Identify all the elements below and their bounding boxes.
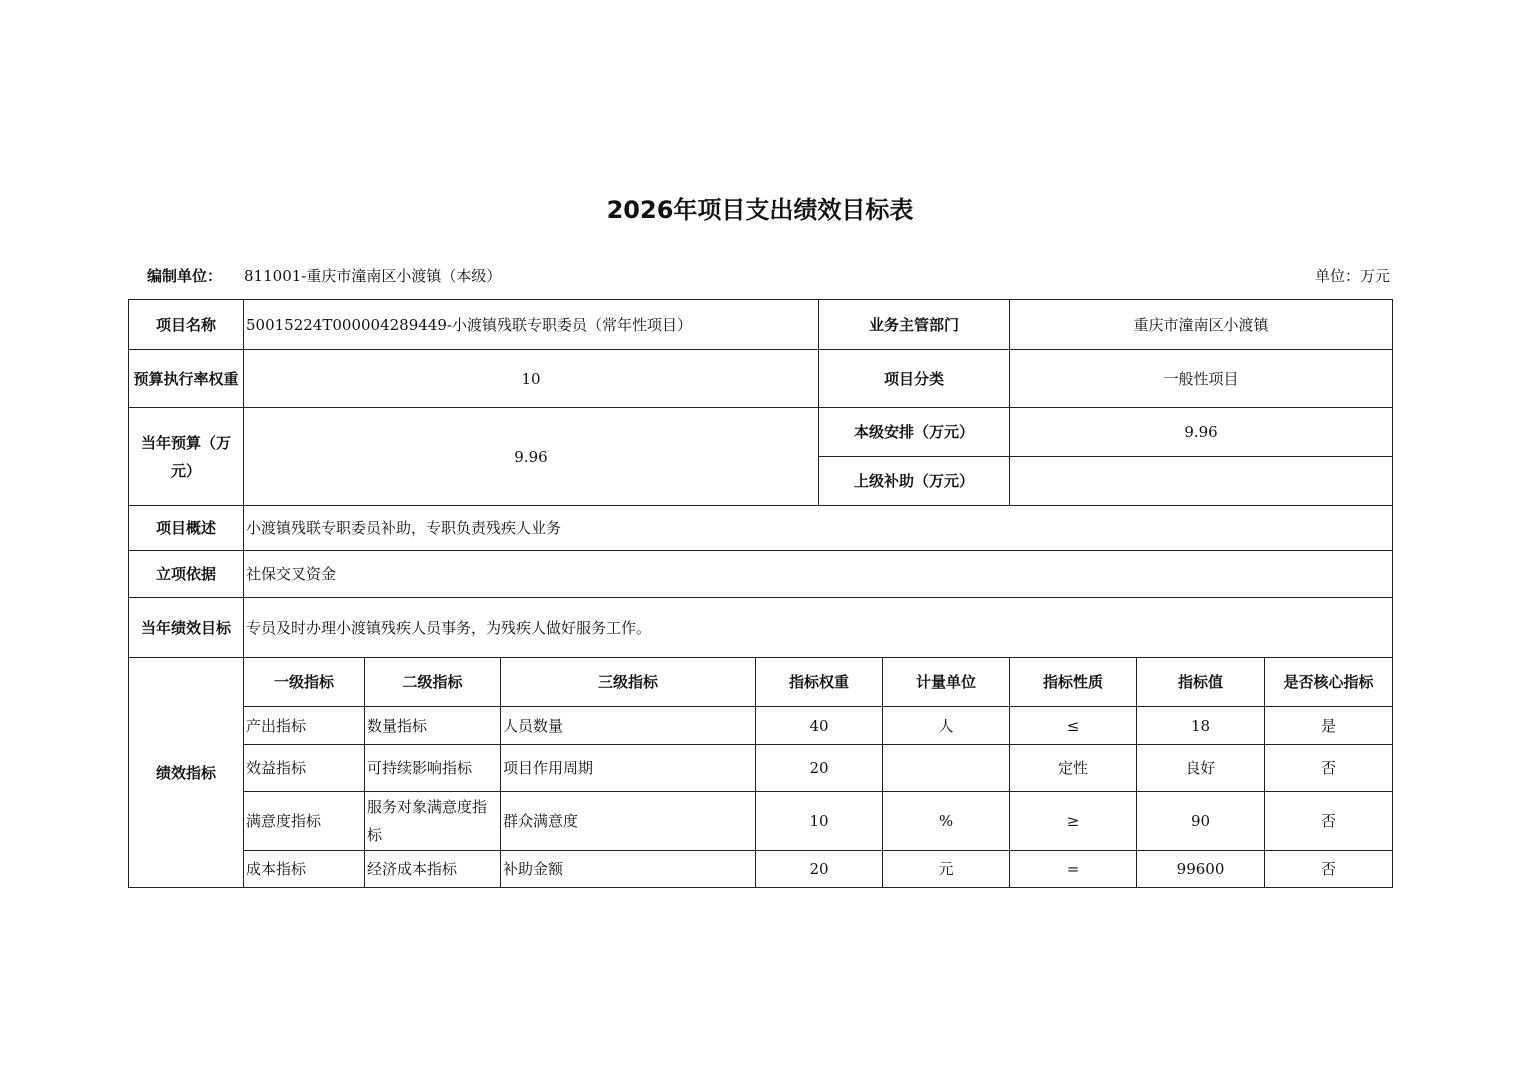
budget-label: 当年预算（万元）: [129, 408, 244, 506]
category-label: 项目分类: [819, 350, 1010, 408]
row-core: 否: [1265, 745, 1393, 792]
row-weight: 20: [756, 745, 883, 792]
row-core: 是: [1265, 707, 1393, 745]
dept-label: 业务主管部门: [819, 300, 1010, 350]
row-level1: 满意度指标: [244, 792, 365, 851]
header-level2: 二级指标: [365, 658, 501, 707]
header-weight: 指标权重: [756, 658, 883, 707]
row-unit: 元: [883, 851, 1010, 888]
row-unit: 人: [883, 707, 1010, 745]
row-weight: 10: [756, 792, 883, 851]
row-level3: 补助金额: [501, 851, 756, 888]
row-value: 90: [1137, 792, 1265, 851]
upper-label: 上级补助（万元）: [819, 457, 1010, 506]
row-level2: 数量指标: [365, 707, 501, 745]
summary-label: 项目概述: [129, 506, 244, 551]
indicator-header-row: [129, 658, 1393, 707]
compiling-unit: [147, 265, 501, 286]
table-row: [129, 851, 1393, 888]
budget-row: [129, 408, 1393, 457]
row-level1: 效益指标: [244, 745, 365, 792]
goal-row: [129, 598, 1393, 658]
basis-row: [129, 551, 1393, 598]
category-value: 一般性项目: [1010, 350, 1393, 408]
basis-value: 社保交叉资金: [244, 551, 1393, 598]
row-weight: 20: [756, 851, 883, 888]
header-value: 指标值: [1137, 658, 1265, 707]
basis-label: 立项依据: [129, 551, 244, 598]
page-title: 2026年项目支出绩效目标表: [606, 196, 914, 224]
row-level3: 群众满意度: [501, 792, 756, 851]
row-value: 99600: [1137, 851, 1265, 888]
project-name-row: [129, 300, 1393, 350]
row-level1: 成本指标: [244, 851, 365, 888]
row-level3: 项目作用周期: [501, 745, 756, 792]
table-row: [129, 792, 1393, 851]
header-nature: 指标性质: [1010, 658, 1137, 707]
row-nature: =: [1010, 851, 1137, 888]
row-core: 否: [1265, 851, 1393, 888]
header-core: 是否核心指标: [1265, 658, 1393, 707]
weight-value: 10: [244, 350, 819, 408]
header-unit: 计量单位: [883, 658, 1010, 707]
local-label: 本级安排（万元）: [819, 408, 1010, 457]
row-level3: 人员数量: [501, 707, 756, 745]
dept-value: 重庆市潼南区小渡镇: [1010, 300, 1393, 350]
summary-row: [129, 506, 1393, 551]
row-weight: 40: [756, 707, 883, 745]
row-value: 良好: [1137, 745, 1265, 792]
indicators-section-label: 绩效指标: [129, 658, 244, 888]
compiling-unit-label: 编制单位：: [147, 267, 223, 285]
row-level2: 可持续影响指标: [365, 745, 501, 792]
row-core: 否: [1265, 792, 1393, 851]
row-level1: 产出指标: [244, 707, 365, 745]
currency-unit: 单位：万元: [1314, 267, 1390, 285]
goal-value: 专员及时办理小渡镇残疾人员事务，为残疾人做好服务工作。: [244, 598, 1393, 658]
header-level1: 一级指标: [244, 658, 365, 707]
row-unit: [883, 745, 1010, 792]
row-nature: 定性: [1010, 745, 1137, 792]
goal-label: 当年绩效目标: [129, 598, 244, 658]
performance-table: [128, 299, 1393, 888]
summary-value: 小渡镇残联专职委员补助，专职负责残疾人业务: [244, 506, 1393, 551]
row-value: 18: [1137, 707, 1265, 745]
upper-value: [1010, 457, 1393, 506]
row-level2: 服务对象满意度指标: [365, 792, 501, 851]
project-name-value: 50015224T000004289449-小渡镇残联专职委员（常年性项目）: [244, 300, 819, 350]
row-nature: ≤: [1010, 707, 1137, 745]
row-nature: ≥: [1010, 792, 1137, 851]
row-level2: 经济成本指标: [365, 851, 501, 888]
table-row: [129, 707, 1393, 745]
weight-label: 预算执行率权重: [129, 350, 244, 408]
budget-value: 9.96: [244, 408, 819, 506]
project-name-label: 项目名称: [129, 300, 244, 350]
compiling-unit-value: 811001-重庆市潼南区小渡镇（本级）: [244, 267, 502, 285]
local-value: 9.96: [1010, 408, 1393, 457]
table-row: [129, 745, 1393, 792]
row-unit: %: [883, 792, 1010, 851]
weight-row: [129, 350, 1393, 408]
header-level3: 三级指标: [501, 658, 756, 707]
